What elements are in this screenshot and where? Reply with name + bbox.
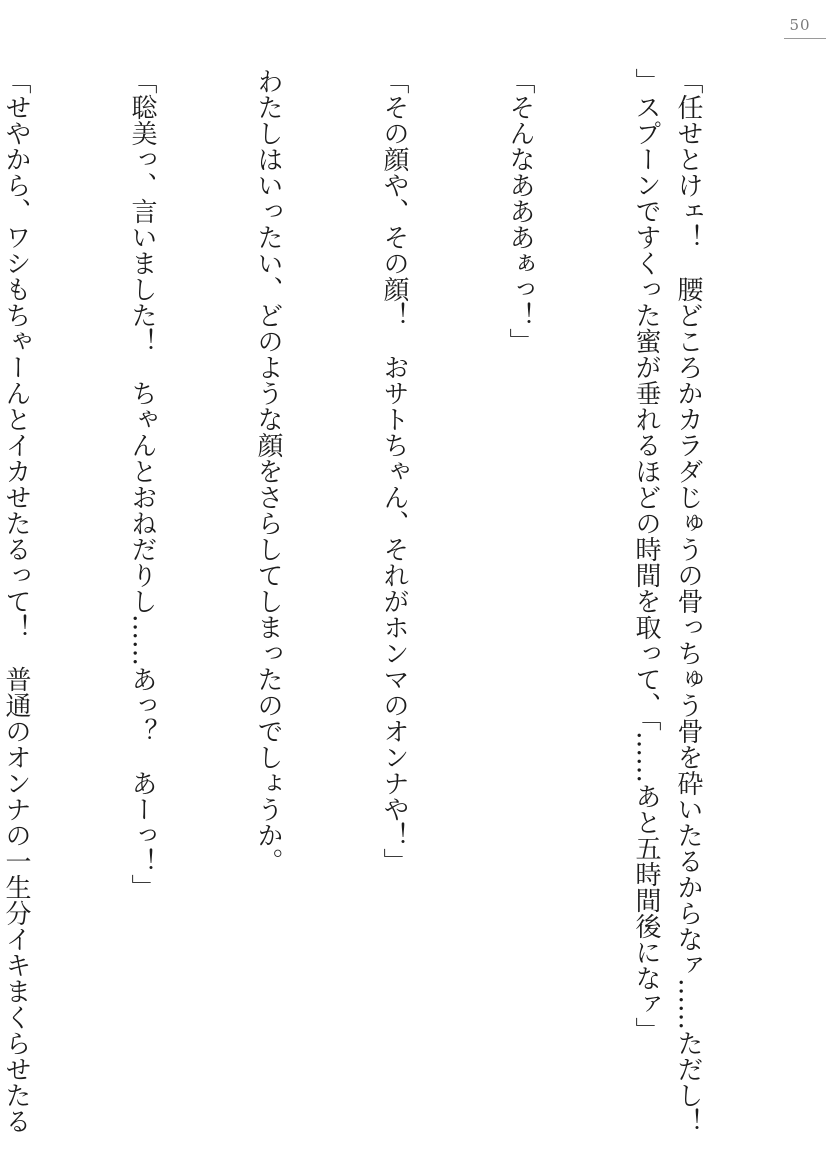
text-column: 「その顔や、その顔！ おサトちゃん、それがホンマのオンナや！」: [379, 68, 409, 874]
text-column: 「聡美っ、言いました！ ちゃんとおねだりし……あっ？ あーっ！」: [127, 68, 157, 900]
text-column: わたしはいったい、どのような顔をさらしてしまったのでしょうか。: [253, 68, 283, 874]
page-number: 50: [789, 16, 811, 34]
text-column: 「そんなあああぁっ！」: [505, 68, 535, 354]
text-column: 「任せとけェ！ 腰どころかカラダじゅうの骨っちゅう骨を砕いたるからなァ……ただし！」スプーンですくった蜜が垂れるほどの時間を取って、「……あと五時間後になァ」: [631, 68, 703, 1134]
vertical-text-body: [1, 68, 793, 1138]
text-column: 「せやから、ワシもちゃーんとイカせたるって！ 普通のオンナの一生分イキまくらせたる: [1, 68, 31, 1134]
page-number-rule: [784, 38, 826, 39]
